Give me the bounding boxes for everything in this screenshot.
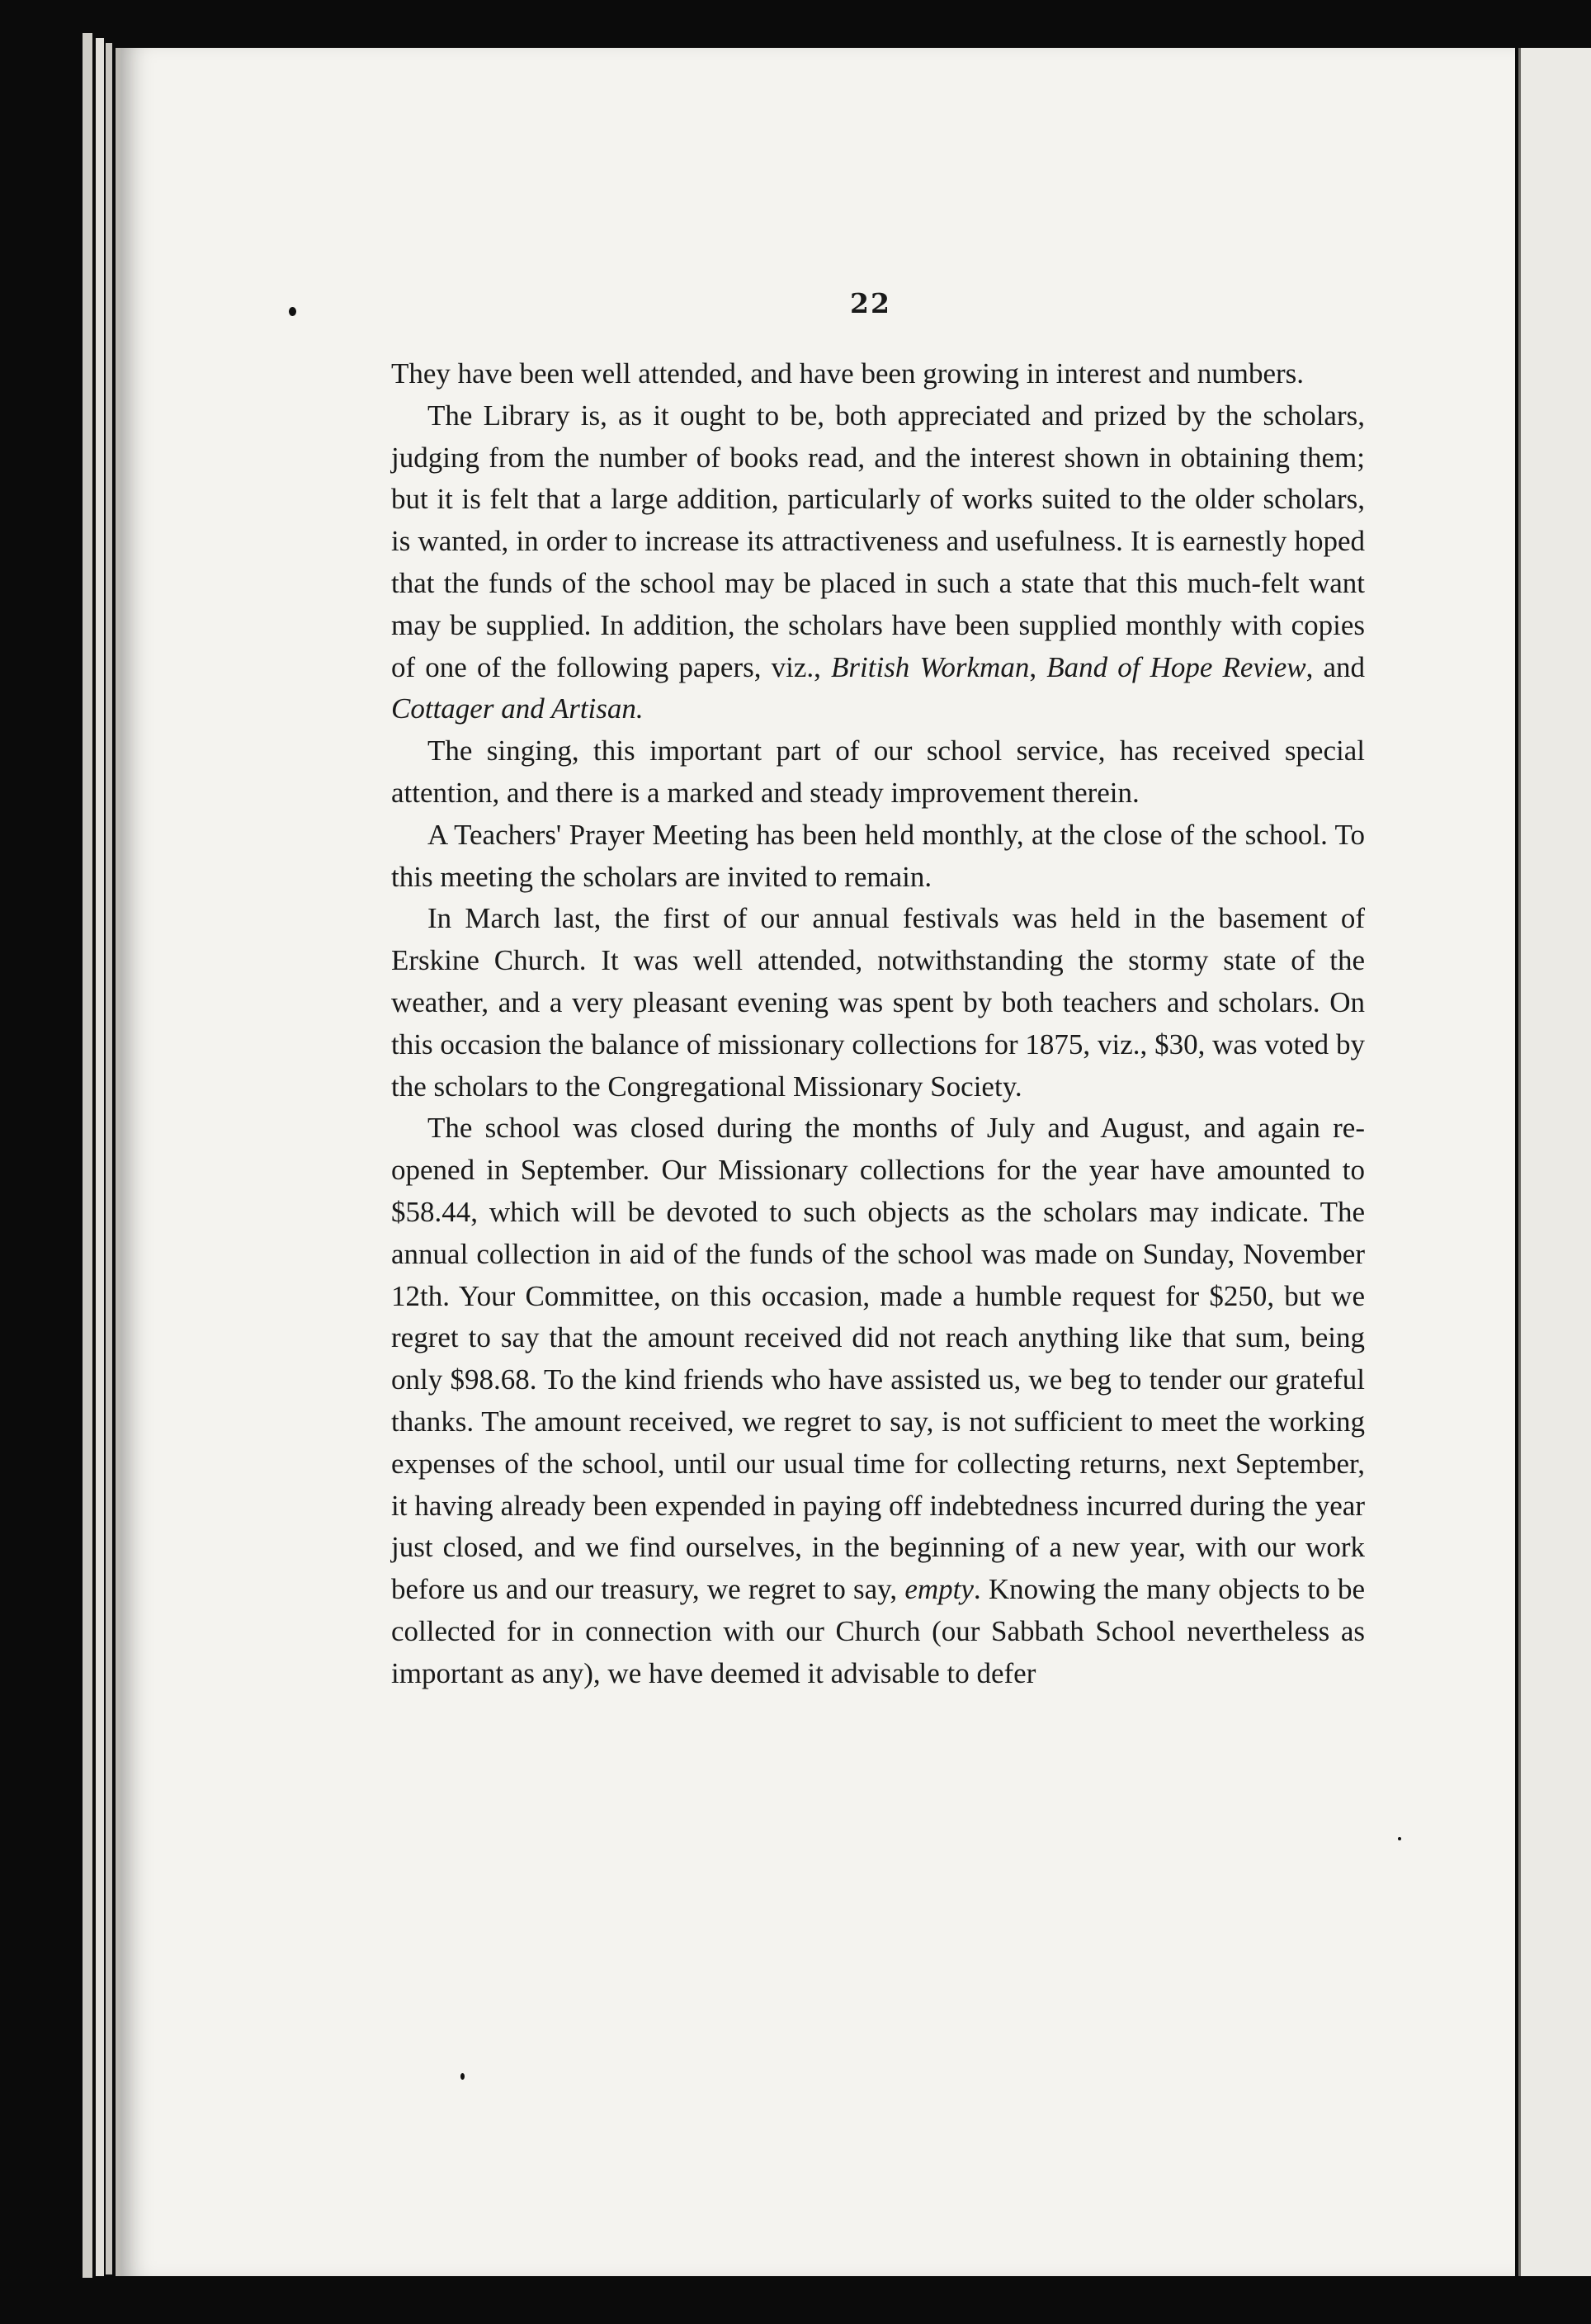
page-number: 22 [850,287,891,319]
paragraph [391,898,1365,1108]
text-run: The school was closed during the months of July and August, and again re-opened in September. Our Missionary collections for the year have amounted to $58.44, which will be devoted to such objects as the scholars may indicate. The annual collection in aid of the funds of the school was made on Sunday, November 12th. Your Committee, on this occasion, made a humble request for $250, but we regret to say that the amount received did not reach anything like that sum, being only $98.68. To the kind friends who have assisted us, we beg to tender our grateful thanks. The amount received, we regret to say, is not sufficient to meet the working expenses of the school, until our usual time for collecting returns, next September, it having already been expended in paying off indebtedness incurred during the year just closed, and we find ourselves, in the beginning of a new year, with our work before us and our treasury, we regret to say, [391,1112,1365,1606]
text-run: The Library is, as it ought to be, both appreciated and prized by the scholars, judging from the number of books read, and the interest shown in obtaining them; but it is felt that a large addition, particularly of works suited to the older scholars, is wanted, in order to increase its attractiveness and usefulness. It is earnestly hoped that the funds of the school may be placed in such a state that this much-felt want may be supplied. In addition, the scholars have been supplied monthly with copies of one of the following papers, viz., [391,399,1365,683]
italic-text: Cottager and Artisan. [391,692,644,725]
facing-page-edge [1518,48,1591,2276]
ink-speck [1398,1837,1401,1840]
text-run: In March last, the first of our annual festivals was held in the basement of Erskine Church. It was well attended, notwithstanding the stormy state of the weather, and a very pleasant evening was spent by both teachers and scholars. On this occasion the balance of missionary collections for 1875, viz., $30, was voted by the scholars to the Congregational Missionary Society. [391,902,1365,1103]
body-text [391,353,1365,1695]
page-edge [106,43,112,2274]
text-run: , [1029,650,1047,683]
paragraph [391,730,1365,815]
italic-text: empty [904,1573,974,1606]
italic-text: Band of Hope Review [1046,650,1306,683]
italic-text: British Workman [831,650,1030,683]
paragraph [391,815,1365,899]
paragraph [391,353,1365,395]
text-run: . Knowing the many objects to be collected for in connection with our Church (our Sabbath School nevertheless as important as any), we have deemed it advisable to defer [391,1573,1365,1689]
page-edge [83,33,92,2278]
paragraph [391,395,1365,730]
text-run: The singing, this important part of our school service, has received special attention, and there is a marked and steady improvement therein. [391,735,1365,809]
text-run: They have been well attended, and have been growing in interest and numbers. [391,357,1305,390]
text-run: A Teachers' Prayer Meeting has been held monthly, at the close of the school. To this meeting the scholars are invited to remain. [391,818,1365,893]
ink-speck [460,2073,465,2080]
text-run: , and [1305,650,1366,683]
ink-speck [289,307,296,316]
paragraph [391,1108,1365,1694]
page-edge [96,38,104,2276]
